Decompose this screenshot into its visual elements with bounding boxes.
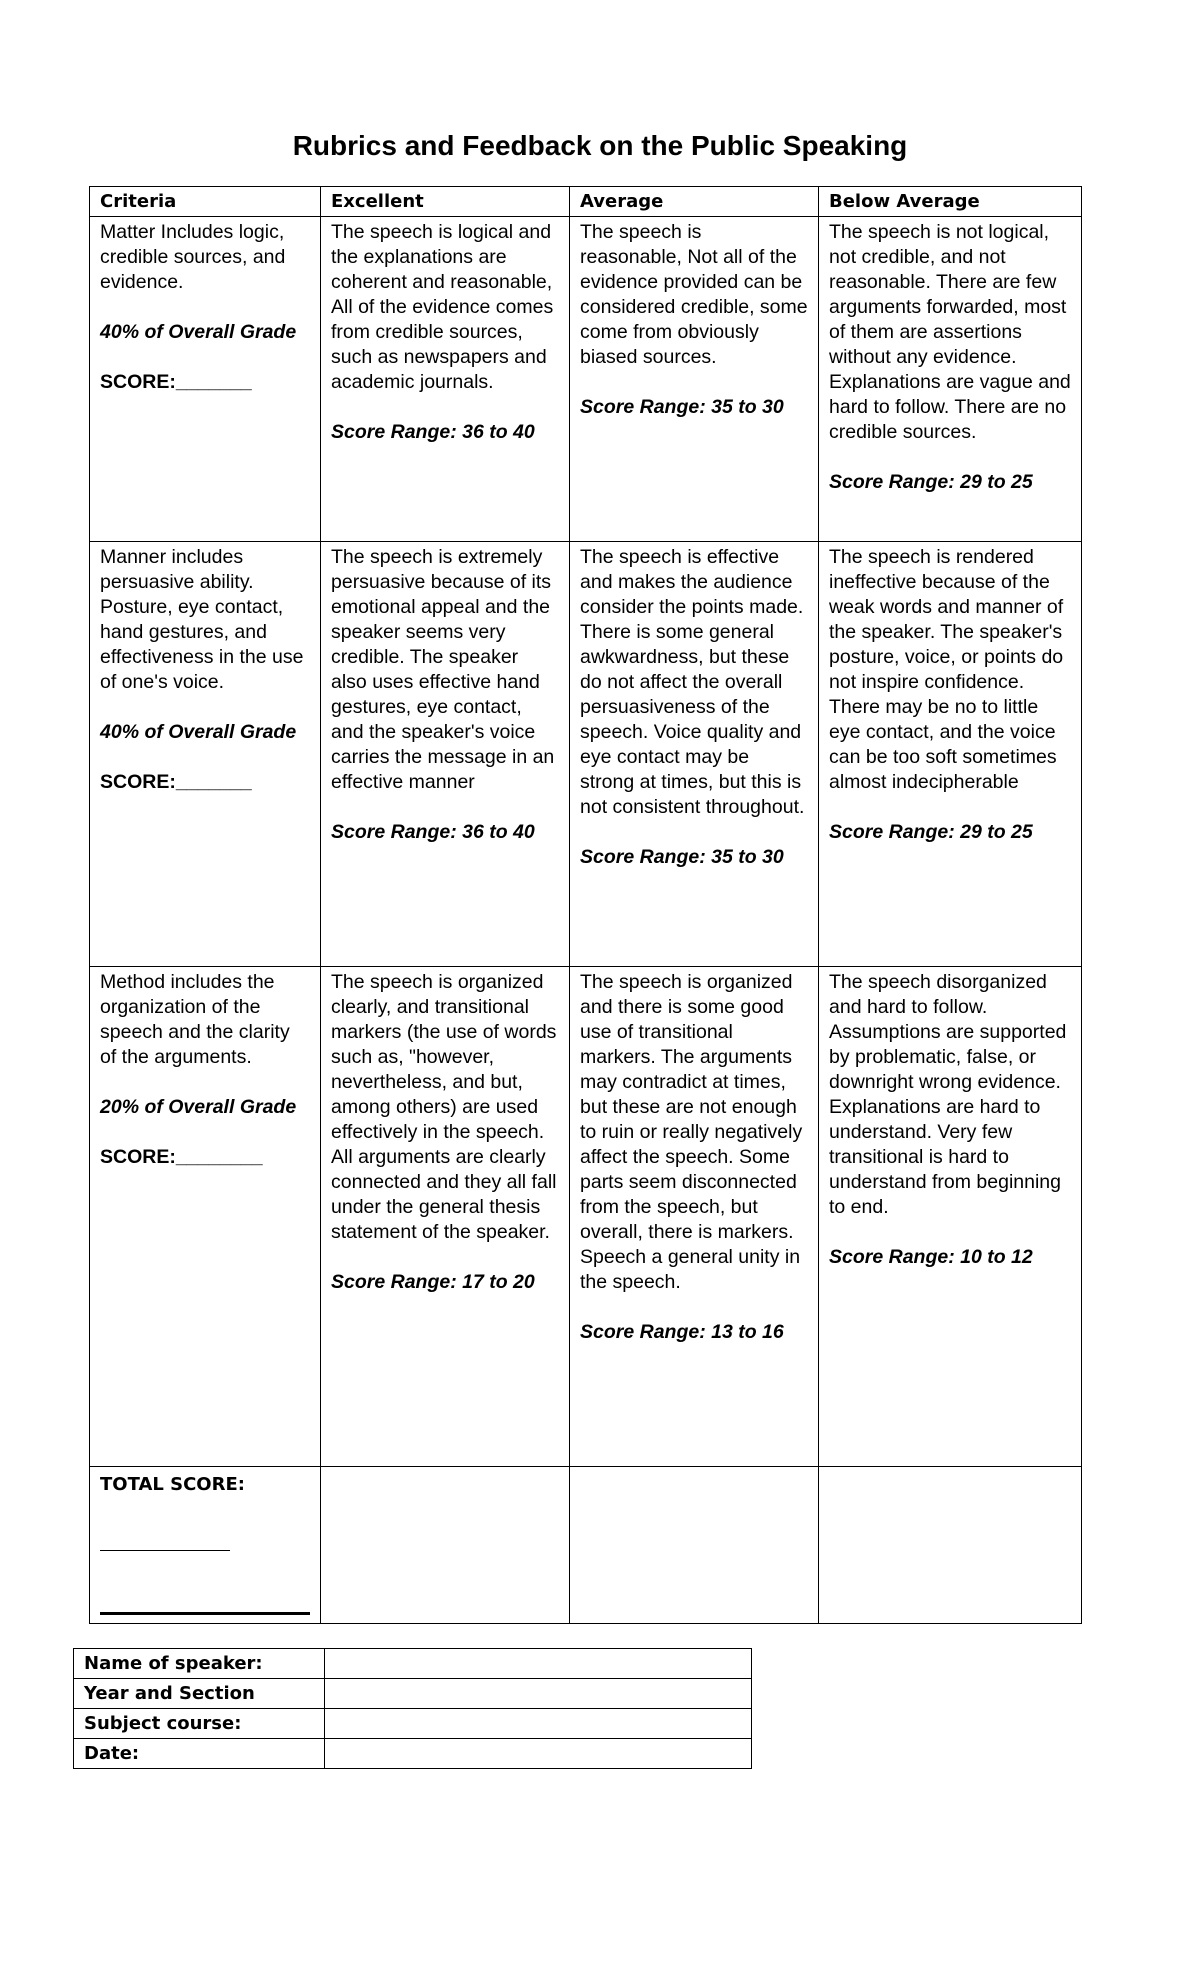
excellent-text: The speech is extremely persuasive because of its emotional appeal and the speaker seems very credible. The speaker also uses effective hand gestures, eye contact, and the speaker's voice carries the message in an effective manner — [331, 546, 555, 793]
info-row — [74, 1679, 752, 1709]
score-range: Score Range: 35 to 30 — [580, 396, 784, 418]
rubric-table — [89, 186, 1082, 1624]
criteria-cell — [90, 967, 321, 1467]
excellent-cell — [321, 217, 570, 542]
weight-text: 40% of Overall Grade — [100, 321, 297, 343]
empty-cell[interactable] — [819, 1467, 1082, 1624]
criteria-cell — [90, 542, 321, 967]
speaker-name-field[interactable] — [325, 1649, 752, 1679]
average-text: The speech is reasonable, Not all of the evidence provided can be considered credible, some come from obviously biased sources. — [580, 221, 808, 368]
score-range: Score Range: 35 to 30 — [580, 846, 784, 868]
total-score-blank[interactable] — [100, 1549, 230, 1551]
below-average-cell — [819, 217, 1082, 542]
header-row — [90, 187, 1082, 217]
info-row — [74, 1739, 752, 1769]
average-text: The speech is effective and makes the audience consider the points made. There is some general awkwardness, but these do not affect the overall persuasiveness of the speech. Voice quality and eye contact may be strong at times, but this is not consistent throughout. — [580, 546, 805, 818]
below-average-cell — [819, 542, 1082, 967]
info-label: Subject course: — [74, 1709, 325, 1739]
below-average-text: The speech is not logical, not credible, and not reasonable. There are few arguments forwarded, most of them are assertions without any evidence. Explanations are vague and hard to follow. There are no credible sources. — [829, 221, 1071, 443]
excellent-cell — [321, 542, 570, 967]
criteria-cell — [90, 217, 321, 542]
info-label: Date: — [74, 1739, 325, 1769]
average-cell — [570, 967, 819, 1467]
total-row — [90, 1467, 1082, 1624]
below-average-cell — [819, 967, 1082, 1467]
page-title: Rubrics and Feedback on the Public Speaking — [292, 130, 908, 161]
score-range: Score Range: 13 to 16 — [580, 1321, 784, 1343]
subject-course-field[interactable] — [325, 1709, 752, 1739]
empty-cell[interactable] — [321, 1467, 570, 1624]
criteria-text: Method includes the organization of the speech and the clarity of the arguments. — [100, 971, 290, 1068]
table-row — [90, 542, 1082, 967]
below-average-text: The speech disorganized and hard to follow. Assumptions are supported by problematic, false, or downright wrong evidence. Explanations are hard to understand. Very few transitional is hard to understand from beginning to end. — [829, 971, 1067, 1218]
total-score-cell[interactable] — [90, 1467, 321, 1624]
total-score-label: TOTAL SCORE: — [100, 1474, 245, 1495]
excellent-cell — [321, 967, 570, 1467]
score-range: Score Range: 36 to 40 — [331, 421, 535, 443]
criteria-text: Manner includes persuasive ability. Posture, eye contact, hand gestures, and effectiveness in the use of one's voice. — [100, 546, 304, 693]
header-criteria: Criteria — [90, 187, 321, 217]
score-range: Score Range: 10 to 12 — [829, 1246, 1033, 1268]
year-section-field[interactable] — [325, 1679, 752, 1709]
date-field[interactable] — [325, 1739, 752, 1769]
below-average-text: The speech is rendered ineffective because of the weak words and manner of the speaker. The speaker's posture, voice, or points do not inspire confidence. There may be no to little eye contact, and the voice can be too soft sometimes almost indecipherable — [829, 546, 1064, 793]
header-below-average: Below Average — [819, 187, 1082, 217]
score-range: Score Range: 17 to 20 — [331, 1271, 535, 1293]
excellent-text: The speech is logical and the explanations are coherent and reasonable, All of the evidence comes from credible sources, such as newspapers and academic journals. — [331, 221, 554, 393]
average-cell — [570, 217, 819, 542]
table-row — [90, 217, 1082, 542]
header-excellent: Excellent — [321, 187, 570, 217]
info-label: Year and Section — [74, 1679, 325, 1709]
speaker-info-table — [73, 1648, 752, 1769]
table-row — [90, 967, 1082, 1467]
total-score-signature-line[interactable] — [100, 1611, 310, 1615]
score-field[interactable]: SCORE:________ — [100, 1146, 263, 1168]
weight-text: 40% of Overall Grade — [100, 721, 297, 743]
header-average: Average — [570, 187, 819, 217]
weight-text: 20% of Overall Grade — [100, 1096, 297, 1118]
score-field[interactable]: SCORE:_______ — [100, 771, 252, 793]
info-label: Name of speaker: — [74, 1649, 325, 1679]
average-text: The speech is organized and there is some good use of transitional markers. The arguments may contradict at times, but these are not enough to ruin or really negatively affect the speech. Some parts seem disconnected from the speech, but overall, there is markers. Speech a general unity in the speech. — [580, 971, 803, 1293]
score-range: Score Range: 29 to 25 — [829, 471, 1033, 493]
info-row — [74, 1709, 752, 1739]
score-range: Score Range: 29 to 25 — [829, 821, 1033, 843]
average-cell — [570, 542, 819, 967]
excellent-text: The speech is organized clearly, and transitional markers (the use of words such as, "however, nevertheless, and but, among others) are used effectively in the speech. All arguments are clearly connected and they all fall under the general thesis statement of the speaker. — [331, 971, 557, 1243]
score-field[interactable]: SCORE:_______ — [100, 371, 252, 393]
empty-cell[interactable] — [570, 1467, 819, 1624]
info-row — [74, 1649, 752, 1679]
score-range: Score Range: 36 to 40 — [331, 821, 535, 843]
criteria-text: Matter Includes logic, credible sources, and evidence. — [100, 221, 286, 293]
